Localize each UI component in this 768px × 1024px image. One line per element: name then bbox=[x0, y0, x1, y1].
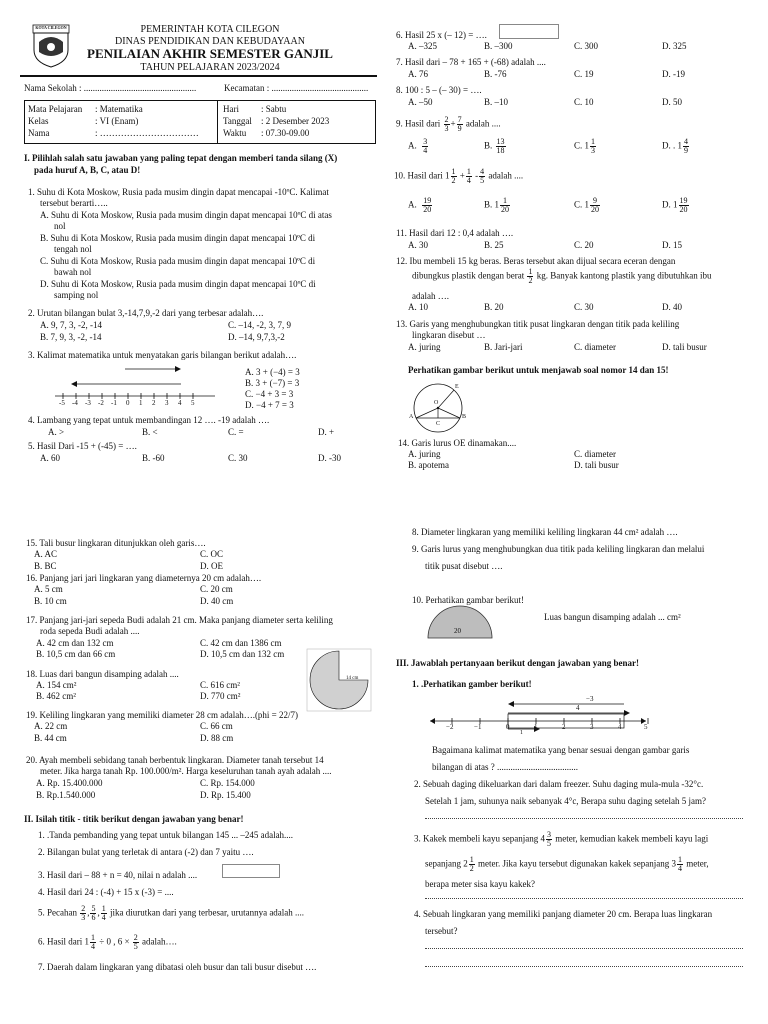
header-line1: PEMERINTAH KOTA CILEGON bbox=[140, 24, 280, 35]
q8-option-b: B. –10 bbox=[484, 97, 509, 107]
q11-option-b: B. 25 bbox=[484, 240, 504, 250]
q3-tick: -4 bbox=[72, 399, 78, 407]
q3-tick: 2 bbox=[152, 399, 156, 407]
q18-figure-label: 14 cm bbox=[346, 676, 359, 681]
q12-option-c: C. 30 bbox=[574, 302, 594, 312]
q12-text-3: adalah …. bbox=[412, 291, 449, 301]
nl-tick: 0 bbox=[506, 723, 510, 731]
section-2-title: II. Isilah titik - titik berikut dengan jawaban yang benar! bbox=[24, 814, 244, 824]
q8-option-a: A. –50 bbox=[408, 97, 433, 107]
essay-1-question-2: bilangan di atas ? .................................... bbox=[432, 762, 578, 772]
q2-option-c: C. –14, -2, 3, 7, 9 bbox=[228, 320, 291, 330]
header-line2: DINAS PENDIDIKAN DAN KEBUDAYAAN bbox=[115, 35, 305, 47]
q13-option-a: A. juring bbox=[408, 342, 441, 352]
q3-tick: 0 bbox=[126, 399, 130, 407]
q3-option-c: C. −4 + 3 = 3 bbox=[245, 389, 294, 399]
date-value: : 2 Desember 2023 bbox=[261, 116, 330, 126]
nl-tick: −1 bbox=[474, 723, 482, 731]
q19-option-a: A. 22 cm bbox=[34, 721, 68, 731]
q13-option-d: D. tali busur bbox=[662, 342, 707, 352]
essay-2-b: Setelah 1 jam, suhunya naik sebanyak 4°c, Berapa suhu daging setelah 5 jam? bbox=[425, 796, 707, 806]
q5-option-a: A. 60 bbox=[40, 453, 60, 463]
q20-option-b: B. Rp.1.540.000 bbox=[36, 790, 96, 800]
q12-option-b: B. 20 bbox=[484, 302, 504, 312]
circle-figure bbox=[408, 380, 478, 436]
q10-option-b: B. 1 $\frac{1}{20}$ bbox=[484, 196, 510, 214]
nl-tick: −2 bbox=[446, 723, 454, 731]
nl-tick: 1 bbox=[534, 723, 538, 731]
q17-option-b: B. 10,5 cm dan 66 cm bbox=[36, 649, 116, 659]
q12-text-2: dibungkus plastik dengan berat $\frac{1}{2}$ kg. Banyak kantong plastik yang dibutuhkan ibu bbox=[412, 267, 712, 285]
circle-label-o: O bbox=[434, 400, 439, 406]
q2-text: 2. Urutan bilangan bulat 3,-14,7,9,-2 dari yang terbesar adalah…. bbox=[28, 308, 264, 318]
info-table bbox=[24, 100, 376, 144]
q15-option-c: C. OC bbox=[200, 549, 224, 559]
q3-tick: -2 bbox=[98, 399, 104, 407]
q4-option-c: C. = bbox=[228, 427, 244, 437]
q12-text: 12. Ibu membeli 15 kg beras. Beras tersebut akan dijual secara eceran dengan bbox=[396, 256, 676, 266]
nl-tick: 4 bbox=[618, 723, 622, 731]
q7-text: 7. Hasil dari – 78 + 165 + (-68) adalah .... bbox=[396, 57, 546, 67]
q14-option-b: B. apotema bbox=[408, 460, 449, 470]
q14-option-d: D. tali busur bbox=[574, 460, 619, 470]
circle-label-c: C bbox=[436, 421, 441, 427]
day-value: : Sabtu bbox=[261, 104, 287, 114]
q12-option-d: D. 40 bbox=[662, 302, 682, 312]
district: Kecamatan : ........................................... bbox=[224, 83, 369, 93]
q17-option-a: A. 42 cm dan 132 cm bbox=[36, 638, 114, 648]
q10-text: 10. Hasil dari 1 $\frac{1}{2}$ + $\frac{1}{4}$ - $\frac{4}{5}$ adalah .... bbox=[394, 167, 524, 185]
q11-option-a: A. 30 bbox=[408, 240, 428, 250]
fill-item-3: 3. Hasil dari – 88 + n = 40, nilai n adalah .... bbox=[38, 870, 198, 880]
q1-option-a2: nol bbox=[54, 221, 66, 231]
school-logo bbox=[32, 24, 70, 68]
q3-tick: 1 bbox=[139, 399, 143, 407]
fill-item-7: 7. Daerah dalam lingkaran yang dibatasi oleh busur dan tali busur disebut …. bbox=[38, 962, 317, 972]
fill-item-3-answer-box[interactable] bbox=[222, 864, 280, 878]
essay-4-b: tersebut? bbox=[425, 926, 458, 936]
essay-1-number-line bbox=[430, 694, 650, 734]
q19-option-d: D. 88 cm bbox=[200, 733, 234, 743]
essay-1-question: Bagaimana kalimat matematika yang benar sesuai dengan gambar garis bbox=[432, 745, 690, 755]
q14-option-a: A. juring bbox=[408, 449, 441, 459]
q11-text: 11. Hasil dari 12 : 0,4 adalah …. bbox=[396, 228, 514, 238]
q5-text: 5. Hasil Dari -15 + (-45) = …. bbox=[28, 441, 137, 451]
q4-option-b: B. < bbox=[142, 427, 158, 437]
q11-option-d: D. 15 bbox=[662, 240, 682, 250]
q4-text: 4. Lambang yang tepat untuk membandingan 12 …. -19 adalah …. bbox=[28, 415, 270, 425]
q6-option-b: B. –300 bbox=[484, 41, 513, 51]
section-1-title-2: pada huruf A, B, C, atau D! bbox=[34, 165, 141, 175]
q18-option-a: A. 154 cm² bbox=[36, 680, 77, 690]
fill-item-4: 4. Hasil dari 24 : (-4) + 15 x (-3) = .... bbox=[38, 887, 174, 897]
q3-tick: -1 bbox=[111, 399, 117, 407]
essay-3-b: sepanjang 2 $\frac{1}{2}$ meter. Jika kayu tersebut digunakan kakek sepanjang 3 $\frac{1}{4}$ meter, bbox=[425, 855, 709, 873]
q14-15-instruction: Perhatikan gambar berikut untuk menjawab soal nomor 14 dan 15! bbox=[408, 365, 669, 375]
q1-option-d: D. Suhu di Kota Moskow, Rusia pada musim dingin dapat mencapai 10ºC di bbox=[40, 279, 316, 289]
name-label: Nama bbox=[28, 128, 50, 138]
q13-text: 13. Garis yang menghubungkan titik pusat lingkaran dengan titik pada keliling bbox=[396, 319, 680, 329]
q1-option-d2: samping nol bbox=[54, 290, 99, 300]
q8-option-c: C. 10 bbox=[574, 97, 594, 107]
q17-text-2: roda sepeda Budi adalah .... bbox=[40, 626, 140, 636]
q20-option-c: C. Rp. 154.000 bbox=[200, 778, 255, 788]
q17-option-d: D. 10,5 cm dan 132 cm bbox=[200, 649, 285, 659]
q18-text: 18. Luas dari bangun disamping adalah .... bbox=[26, 669, 179, 679]
page-title: PENILAIAN AKHIR SEMESTER GANJIL bbox=[87, 46, 333, 61]
q7-option-d: D. -19 bbox=[662, 69, 685, 79]
subject-label: Mata Pelajaran bbox=[28, 104, 83, 114]
q5-option-b: B. -60 bbox=[142, 453, 165, 463]
essay-4: 4. Sebuah lingkaran yang memiliki panjang diameter 20 cm. Berapa luas lingkaran bbox=[414, 909, 713, 919]
q13-option-b: B. Jari-jari bbox=[484, 342, 523, 352]
q16-option-b: B. 10 cm bbox=[34, 596, 67, 606]
q19-option-c: C. 66 cm bbox=[200, 721, 233, 731]
q3-tick: -3 bbox=[85, 399, 91, 407]
q1-option-c2: bawah nol bbox=[54, 267, 92, 277]
fill-item-1: 1. .Tanda pembanding yang tepat untuk bilangan 145 ... –245 adalah.... bbox=[38, 830, 294, 840]
circle-label-a: A bbox=[409, 414, 414, 420]
q6-option-c: C. 300 bbox=[574, 41, 599, 51]
q17-text: 17. Panjang jari-jari sepeda Budi adalah 21 cm. Maka panjang diameter serta keliling bbox=[26, 615, 333, 625]
day-label: Hari bbox=[223, 104, 239, 114]
section-1-title: I. Pilihlah salah satu jawaban yang paling tepat dengan memberi tanda silang (X) bbox=[24, 153, 338, 163]
time-label: Waktu bbox=[223, 128, 247, 138]
q15-text: 15. Tali busur lingkaran ditunjukkan oleh garis…. bbox=[26, 538, 206, 548]
q1-option-b2: tengah nol bbox=[54, 244, 92, 254]
q3-number-line bbox=[55, 362, 215, 408]
q1-option-b: B. Suhu di Kota Moskow, Rusia pada musim dingin dapat mencapai 10ºC di bbox=[40, 233, 316, 243]
essay-3: 3. Kakek membeli kayu sepanjang 4 $\frac{3}{5}$ meter, kemudian kakek membeli kayu lagi bbox=[414, 830, 709, 848]
nl-tick: 2 bbox=[562, 723, 566, 731]
q16-text: 16. Panjang jari jari lingkaran yang diameternya 20 cm adalah…. bbox=[26, 573, 262, 583]
q20-text-2: meter. Jika harga tanah Rp. 100.000/m². Harga keseluruhan tanah ayah adalah .... bbox=[40, 766, 332, 776]
time-value: : 07.30-09.00 bbox=[261, 128, 310, 138]
q3-tick: 5 bbox=[191, 399, 195, 407]
fill-item-5: 5. Pecahan $\frac{2}{3}$ , $\frac{5}{6}$ , $\frac{1}{4}$ jika diurutkan dari yang terbesar, urutannya adalah .... bbox=[38, 904, 305, 922]
q7-option-b: B. -76 bbox=[484, 69, 507, 79]
q15-option-b: B. BC bbox=[34, 561, 57, 571]
q3-option-d: D. −4 + 7 = 3 bbox=[245, 400, 294, 410]
header-year: TAHUN PELAJARAN 2023/2024 bbox=[140, 61, 280, 73]
q3-tick: -5 bbox=[59, 399, 65, 407]
nl-label-top: −3 bbox=[586, 695, 594, 703]
essay-4-answer-line-1[interactable] bbox=[425, 948, 743, 949]
essay-3-c: berapa meter sisa kayu kakek? bbox=[425, 879, 535, 889]
q6-option-d: D. 325 bbox=[662, 41, 687, 51]
q3-tick: 4 bbox=[178, 399, 182, 407]
q18-option-d: D. 770 cm² bbox=[200, 691, 241, 701]
q3-option-b: B. 3 + (−7) = 3 bbox=[245, 378, 300, 388]
q8-text: 8. 100 : 5 – (– 30) = …. bbox=[396, 85, 482, 95]
fill-item-10-semicircle bbox=[426, 604, 494, 640]
q5-option-d: D. -30 bbox=[318, 453, 341, 463]
q6-text: 6. Hasil 25 x (– 12) = …. bbox=[396, 30, 487, 40]
fill-item-9: 9. Garis lurus yang menghubungkan dua titik pada keliling lingkaran dan melalui bbox=[412, 544, 705, 554]
q20-option-a: A. Rp. 15.400.000 bbox=[36, 778, 103, 788]
q14-text: 14. Garis lurus OE dinamakan.... bbox=[398, 438, 517, 448]
q13-text-2: lingkaran disebut … bbox=[412, 330, 486, 340]
q8-option-d: D. 50 bbox=[662, 97, 682, 107]
q19-option-b: B. 44 cm bbox=[34, 733, 67, 743]
essay-1: 1. .Perhatikan gamber berikut! bbox=[412, 679, 532, 689]
q10-option-c: C. 1 $\frac{9}{20}$ bbox=[574, 196, 600, 214]
logo-text: KOTA CILEGON bbox=[35, 25, 67, 30]
q1-text-2: tersebut berarti….. bbox=[40, 198, 108, 208]
q11-option-c: C. 20 bbox=[574, 240, 594, 250]
q9-option-d: D. . 1 $\frac{4}{9}$ bbox=[662, 137, 688, 155]
nl-label-bot: 1 bbox=[520, 730, 523, 736]
name-value: : …………………………… bbox=[95, 128, 199, 138]
q12-option-a: A. 10 bbox=[408, 302, 428, 312]
q17-option-c: C. 42 cm dan 1386 cm bbox=[200, 638, 282, 648]
q10-option-d: D. 1 $\frac{19}{20}$ bbox=[662, 196, 688, 214]
q14-option-c: C. diameter bbox=[574, 449, 616, 459]
q3-option-a: A. 3 + (−4) = 3 bbox=[245, 367, 300, 377]
date-label: Tanggal bbox=[223, 116, 252, 126]
q1-option-a: A. Suhu di Kota Moskow, Rusia pada musim dingin dapat mencapai 10ºC di atas bbox=[40, 210, 332, 220]
school-name: Nama Sekolah : .................................................. bbox=[24, 83, 197, 93]
section-3-title: III. Jawablah pertanyaan berikut dengan jawaban yang benar! bbox=[396, 658, 640, 668]
q6-answer-box[interactable] bbox=[499, 24, 559, 39]
q13-option-c: C. diameter bbox=[574, 342, 616, 352]
q7-option-c: C. 19 bbox=[574, 69, 594, 79]
fill-item-10-question: Luas bangun disamping adalah ... cm² bbox=[544, 612, 681, 622]
essay-2-answer-line[interactable] bbox=[425, 818, 743, 819]
q4-option-d: D. + bbox=[318, 427, 335, 437]
fill-item-9-b: titik pusat disebut …. bbox=[425, 561, 503, 571]
essay-4-answer-line-2[interactable] bbox=[425, 966, 743, 967]
nl-tick: 5 bbox=[644, 723, 648, 731]
class-label: Kelas bbox=[28, 116, 49, 126]
nl-tick: 3 bbox=[590, 723, 594, 731]
q18-option-c: C. 616 cm² bbox=[200, 680, 240, 690]
q1-text: 1. Suhu di Kota Moskow, Rusia pada musim dingin dapat mencapai -10ºC. Kalimat bbox=[28, 187, 329, 197]
q9-option-b: B. $\frac{13}{18}$ bbox=[484, 137, 505, 155]
q18-figure bbox=[306, 648, 372, 712]
circle-label-b: B bbox=[462, 414, 467, 420]
q16-option-d: D. 40 cm bbox=[200, 596, 234, 606]
q4-option-a: A. > bbox=[48, 427, 65, 437]
q15-option-d: D. OE bbox=[200, 561, 223, 571]
q9-text: 9. Hasil dari $\frac{2}{3}$ + $\frac{7}{9}$ adalah .... bbox=[396, 115, 501, 133]
q3-text: 3. Kalimat matematika untuk menyatakan garis bilangan berikut adalah…. bbox=[28, 350, 297, 360]
circle-label-e: E bbox=[455, 384, 459, 390]
fill-item-10: 10. Perhatikan gambar berikut! bbox=[412, 595, 524, 605]
semicircle-label: 20 bbox=[454, 627, 461, 635]
q20-text: 20. Ayah membeli sebidang tanah berbentuk lingkaran. Diameter tanah tersebut 14 bbox=[26, 755, 324, 765]
q20-option-d: D. Rp. 15.400 bbox=[200, 790, 251, 800]
q2-option-b: B. 7, 9, 3, -2, -14 bbox=[40, 332, 102, 342]
q9-option-a: A. $\frac{3}{4}$ bbox=[408, 137, 428, 155]
q6-option-a: A. –325 bbox=[408, 41, 437, 51]
q3-tick: 3 bbox=[165, 399, 169, 407]
q2-option-d: D. –14, 9,7,3,-2 bbox=[228, 332, 285, 342]
fill-item-8: 8. Diameter lingkaran yang memiliki keliling lingkaran 44 cm² adalah …. bbox=[412, 527, 678, 537]
q16-option-c: C. 20 cm bbox=[200, 584, 233, 594]
q18-option-b: B. 462 cm² bbox=[36, 691, 76, 701]
fill-item-6: 6. Hasil dari 1 $\frac{1}{4}$ ÷ 0 , 6 × $\frac{2}{5}$ adalah…. bbox=[38, 933, 177, 951]
subject-value: : Matematika bbox=[95, 104, 143, 114]
q7-option-a: A. 76 bbox=[408, 69, 428, 79]
q19-text: 19. Keliling lingkaran yang memiliki diameter 28 cm adalah….(phi = 22/7) bbox=[26, 710, 299, 720]
essay-3-answer-line[interactable] bbox=[425, 898, 743, 899]
class-value: : VI (Enam) bbox=[95, 116, 139, 126]
q10-option-a: A. $\frac{19}{20}$ bbox=[408, 196, 432, 214]
fill-item-2: 2. Bilangan bulat yang terletak di antara (-2) dan 7 yaitu …. bbox=[38, 847, 254, 857]
nl-label-mid: 4 bbox=[576, 704, 580, 712]
q5-option-c: C. 30 bbox=[228, 453, 248, 463]
q1-option-c: C. Suhu di Kota Moskow, Rusia pada musim dingin dapat mencapai 10ºC di bbox=[40, 256, 316, 266]
q2-option-a: A. 9, 7, 3, -2, -14 bbox=[40, 320, 102, 330]
q9-option-c: C. 1 $\frac{1}{3}$ bbox=[574, 137, 596, 155]
essay-2: 2. Sebuah daging dikeluarkan dari dalam freezer. Suhu daging mula-mula -32°c. bbox=[414, 779, 704, 789]
q15-option-a: A. AC bbox=[34, 549, 58, 559]
q16-option-a: A. 5 cm bbox=[34, 584, 63, 594]
